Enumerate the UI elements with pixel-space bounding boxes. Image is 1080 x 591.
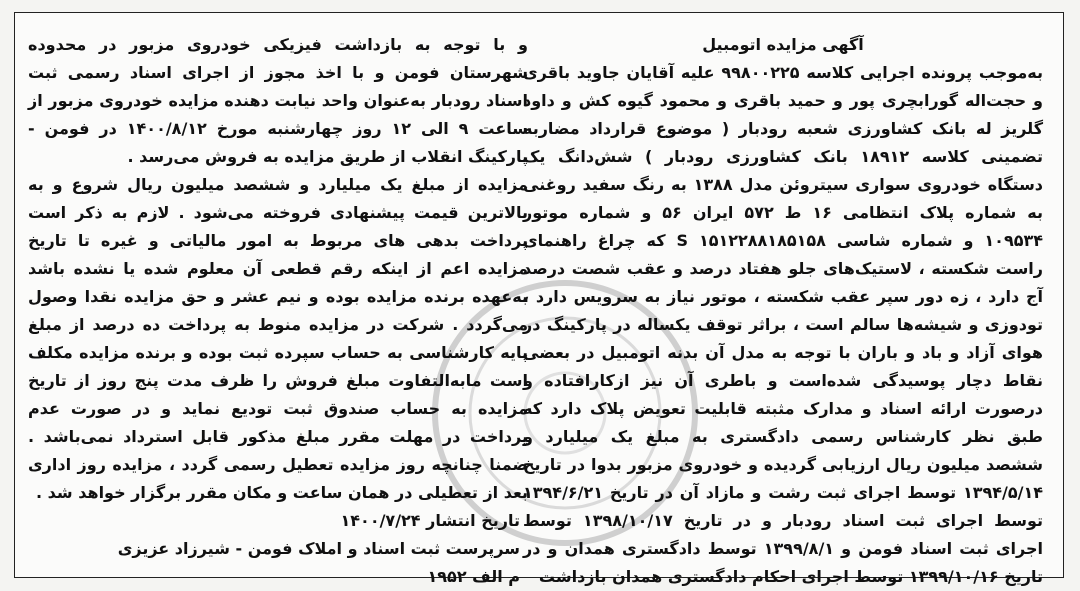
right-column-text: به‌موجب پرونده اجرایی کلاسه ۹۹۸۰۰۲۲۵ علیه آقایان جاوید باقری و حجت‌اله گورابچری پور و حمید باقری و محمود گیوه کش و داود گلریز له بانک کشاورزی شعبه رودبار ( موضوع قرارداد مضاربه تضمینی کلاسه ۱۸۹۱۲ بانک کشاورزی رودبار ) شش‌دانگ یک دستگاه خودروی سواری سیتروئن مدل ۱۳۸۸ به رنگ سفید روغنی به شماره پلاک انتظامی ۱۶ ط ۵۷۲ ایران ۵۶ و شماره موتور ۱۰۹۵۳۴ و شماره شاسی S ۱۵۱۲۲۸۸۱۸۵۱۵۸ که چراغ راهنمای راست شکسته ، لاستیک‌های جلو هفتاد درصد و عقب شصت درصد آج دارد ، زه دور سپر عقب شکسته ، موتور نیاز به سرویس دارد ، تودوزی و شیشه‌ها سالم است ، براثر توقف یکساله در پارکینگ در هوای آزاد و باد و باران با توجه به مدل آن بدنه اتومبیل در بعضی نقاط دچار پوسیدگی شده‌است و باطری آن نیز ازکارافتاده و درصورت ارائه اسناد و مدارک مثبته قابلیت تعویض پلاک دارد که طبق نظر کارشناس رسمی دادگستری به مبلغ یک میلیارد و ششصد میلیون ریال ارزیابی گردیده و خودروی مزبور بدوا در تاریخ ۱۳۹۴/۵/۱۴ توسط اجرای ثبت رشت و مازاد آن در تاریخ ۱۳۹۴/۶/۲۱ توسط اجرای ثبت اسناد رودبار و در تاریخ ۱۳۹۸/۱۰/۱۷ توسط اجرای ثبت اسناد فومن و ۱۳۹۹/۸/۱ توسط دادگستری همدان و در تاریخ ۱۳۹۹/۱۰/۱۶ توسط اجرای احکام دادگستری همدان بازداشت bbox=[523, 63, 1044, 586]
left-column-paragraph-1: و با توجه به بازداشت فیزیکی خودروی مزبور در محدوده شهرستان فومن و با اخذ مجوز از اجرای اسناد رسمی ثبت اسناد رودبار به‌عنوان واحد نیابت دهنده مزایده خودروی مزبور از ساعت ۹ الی ۱۲ روز چهارشنبه مورخ ۱۴۰۰/۸/۱۲ در فومن - پارکینگ انقلاب از طریق مزایده به فروش می‌رسد . bbox=[28, 35, 528, 166]
reference-code: م الف ۱۹۵۲ bbox=[427, 567, 520, 586]
publish-date: تاریخ انتشار ۱۴۰۰/۷/۲۴ bbox=[340, 511, 520, 530]
left-column bbox=[28, 31, 528, 586]
notice-title: آگهی مزایده اتومبیل bbox=[702, 35, 864, 54]
signature: سرپرست ثبت اسناد و املاک فومن - شیرزاد عزیزی bbox=[117, 539, 520, 558]
notice-frame bbox=[14, 12, 1064, 586]
right-column bbox=[523, 31, 1044, 586]
left-column-paragraph-2: مزایده از مبلغ یک میلیارد و ششصد میلیون ریال شروع و به بالاترین قیمت پیشنهادی فروخته می‌شود . لازم به ذکر است پرداخت بدهی های مربوط به امور مالیاتی و غیره تا تاریخ مزایده اعم از اینکه رقم قطعی آن معلوم شده یا نشده باشد به‌عهده برنده مزایده بوده و نیم عشر و حق مزایده نقدا وصول می‌گردد . شرکت در مزایده منوط به پرداخت ده درصد از مبلغ پایه کارشناسی به حساب سپرده ثبت بوده و برنده مزایده مکلف است مابه‌التفاوت مبلغ فروش را ظرف مدت پنج روز از تاریخ مزایده به حساب صندوق ثبت تودیع نماید و در صورت عدم پرداخت در مهلت مقرر مبلغ مذکور قابل استرداد نمی‌باشد . ضمنا چنانچه روز مزایده تعطیل رسمی گردد ، مزایده روز اداری بعد از تعطیلی در همان ساعت و مکان مقرر برگزار خواهد شد . bbox=[28, 175, 528, 502]
